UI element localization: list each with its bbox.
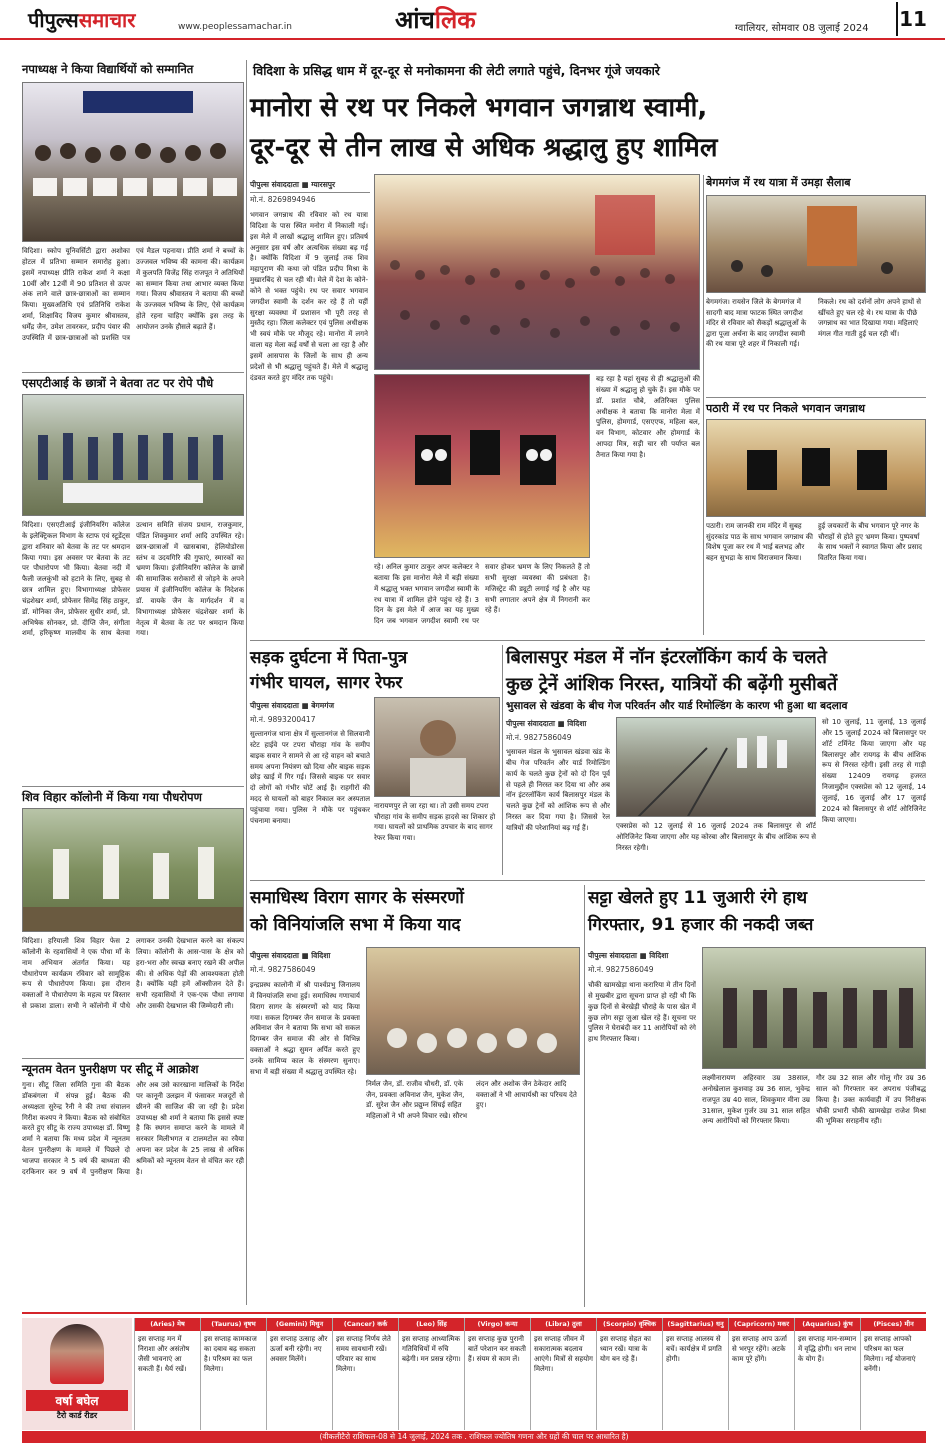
zodiac-sign-heading: (Sagittarius) धनु [663,1318,728,1331]
pathari-headline: पठारी में रथ पर निकले भगवान जगन्नाथ [706,397,926,416]
sabha-illustration [367,948,580,1075]
satta-story [588,885,926,1307]
satta-headline-line1: सट्टा खेलते हुए 11 जुआरी रंगे हाथ [588,888,808,908]
horoscope-footer: (वीकलीटैरो राशिफल-08 से 14 जुलाई, 2024 तक . राशिफल ज्योतिष गणना और ग्रहों की चाल पर आधारित है) [22,1431,926,1443]
accident-headline-line1: सड़क दुर्घटना में पिता-पुत्र [250,648,408,668]
zodiac-sign-text: इस सप्ताह आप ऊर्जा से भरपूर रहेंगे। अटके काम पूरे होंगे। [732,1335,787,1364]
zodiac-sign [596,1318,662,1430]
begamganj-rath-photo [706,195,926,293]
reader-name: वर्षा बघेल [26,1390,128,1411]
zodiac-sign [134,1318,200,1430]
riverbank-planting-photo [22,394,244,516]
pathari-deity-photo [706,419,926,517]
zodiac-sign-heading: (Virgo) कन्या [465,1318,530,1331]
satta-body-2: लक्ष्मीनारायण अहिरवार उम्र 38साल, अनोखेलाल कुशवाह उम्र 36 साल, भुवेन्द्र राजपूत उम्र 40 साल, शिवकुमार मीना उम्र 31साल, मुकेश गुर्जर उम्र 31 साल सहित अन्य आरोपियों को गिरफ्तार किया। [702,1074,810,1126]
zodiac-sign-heading: (Libra) तुला [531,1318,596,1331]
section-part1: आंच [395,6,435,34]
brand-part1: पीपुल्स [28,8,79,32]
reader-title: टैरो कार्ड रीडर [56,1411,98,1420]
satta-byline: पीपुल्स संवाददाता ■ विदिशा [588,951,669,960]
main-kicker: विदिशा के प्रसिद्ध धाम में दूर-दूर से मनोकामना की लेटी लगाते पहुंचे, दिनभर गूंजे जयकारे [253,63,660,78]
zodiac-sign-heading: (Pisces) मीन [861,1318,926,1331]
main-body-col2: रहे। अनिल कुमार ठाकुर अपर कलेक्टर ने बताया कि इस मानोरा मेले में बड़ी संख्या में श्रद्धालु भक्त भगवान जगदीश स्वामी के रथ यात्रा में शामिल होने पहुंच रहे हैं। 3 दिन के इस मेले में आज का यह मुख्य दिन जब भगवान जगदीश स्वामी रथ पर सवार होकर भ्रमण के लिए निकलते हैं तो सभी सुरक्षा व्यवस्था की प्रबंधता है। मजिस्ट्रेट की ड्यूटी लगाई गई है और यह सभी लगातार अपने क्षेत्र में निगरानी कर रहे हैं। [374,563,590,626]
zodiac-sign-text: इस सप्ताह मान-सम्मान में वृद्धि होगी। धन लाभ के योग हैं। [798,1335,857,1364]
zodiac-sign-heading: (Gemini) मिथुन [267,1318,332,1331]
story4-headline: न्यूनतम वेतन पुनरीक्षण पर सीटू में आक्रोश [22,1058,244,1077]
zodiac-sign [794,1318,860,1430]
zodiac-sign-text: इस सप्ताह जीवन में सकारात्मक बदलाव आएंगे। मित्रों से सहयोग मिलेगा। [534,1335,593,1374]
bilaspur-body-3: एक्सप्रेस को 12 जुलाई से 16 जुलाई 2024 तक बिलासपुर से शॉर्ट ओरिजिनेट किया जाएगा और यह कोरबा और बिलासपुर के बीच आंशिक रूप से निरस्त रहेगी। [616,822,816,852]
pathari-deity-illustration [707,420,926,517]
begamganj-headline: बेगमगंज में रथ यात्रा में उमड़ा सैलाब [706,176,851,189]
injured-man-illustration [375,698,500,797]
accident-headline-line2: गंभीर घायल, सागर रेफर [250,673,403,693]
railway-track-photo [616,717,816,817]
zodiac-sign [200,1318,266,1430]
center-right-rule [703,175,704,635]
virag-headline-line2: को विनियांजलि सभा में किया याद [250,915,461,935]
colony-planting-illustration [23,809,244,932]
zodiac-sign-heading: (Leo) सिंह [399,1318,464,1331]
accident-caption: नारायणपुर ले जा रहा था। तो उसी समय टपरा चौराहा गांव के समीप सड़क हादसे का शिकार हो गया। घायलों को प्राथमिक उपचार के बाद सागर रेफर किया गया। [374,802,496,842]
dateline: ग्वालियर, सोमवार 08 जुलाई 2024 [735,23,869,34]
virag-story [250,885,580,1307]
railway-track-illustration [617,718,816,817]
begamganj-caption-b: निकले। रथ को दर्शनों लोग अपने हाथों से खींचते हुए चल रहे थे। रथ यात्रा के पीछे जगन्नाथ का भात दिखाया गया। महिलाएं मंगल गीत गाती हुई चल रही थीं। [818,298,922,338]
zodiac-sign [530,1318,596,1430]
zodiac-sign-heading: (Scorpio) वृश्चिक [597,1318,662,1331]
accident-body: सुल्तानगंज थाना क्षेत्र में सुल्तानगंज से सिलवानी स्टेट हाईवे पर टपरा चौराहा गांव के समीप बाइक सवार ने सामने से आ रहे वाहन को बचाते समय अपना नियंत्रण खो दिया और बाइक सड़क छोड़ खाई में गिर गई। जिससे बाइक पर सवार दो लोगों को गंभीर चोटें आई हैं। राहगीरों की मदद से घायलों को बाहर निकाल कर अस्पताल पहुंचाया गया। पुलिस ने मौके पर पहुंचकर पंचनामा बनाया। [250,730,370,825]
bilaspur-headline-line1: बिलासपुर मंडल में नॉन इंटरलॉकिंग कार्य के चलते [506,647,827,668]
story4-body: गुना। सीटू जिला समिति गुना की बैठक डॉकबंगला में संपन्न हुई। बैठक की अध्यक्षता सुरेन्द्र रैनी ने की तथा संचालन गिरीश कश्यप ने किया। बैठक को संबोधित करते हुए सीटू के राज्य उपाध्यक्ष डॉ. विष्णु शर्मा ने बताया कि मध्य प्रदेश में न्यूनतम वेतन पुनरीक्षण के मामले में पिछले दो भाजपा सरकार ने 5 वर्ष की बाध्यता की दरकिनार कर 9 वर्ष में पुनरीक्षण किया और अब उसे कारखाना मालिकों के निर्देश पर कानूनी उलझन में फंसाकर मजदूरों से छीनने की साजिश की जा रही है। प्रदेश उपाध्यक्ष श्री शर्मा ने बताया कि इससे स्पष्ट है कि स्थगन समाप्त करने के मामले में सरकार मिलीभगत व टालमटोल का रवैया अपना कर प्रदेश के 25 लाख से अधिक श्रमिकों को न्यूनतम वेतन से वंचित कर रही है। [22,1081,244,1176]
bilaspur-byline: पीपुल्स संवाददाता ■ विदिशा [506,719,587,728]
horizontal-rule-2 [250,880,925,881]
vinayanjali-sabha-photo [366,947,580,1075]
main-body-col3: बड़ रहा है यहां सुबह से ही श्रद्धालुओं की संख्या में श्रद्धालु हो चुके हैं। इस मौके पर डॉ. प्रशांत चौबे, अतिरिक्त पुलिस अधीक्षक ने बताया कि मानोरा मेला में पुलिस, होमगार्ड, एसएएफ, महिला बल, वन विभाग, कोटवार और होमगार्ड के आपदा मित्र, सड़ी चार सी पर्याप्त बल तैनात किया गया है। [596,375,700,459]
zodiac-sign-heading: (Capricorn) मकर [729,1318,794,1331]
virag-body: इन्द्रप्रस्थ कालोनी में श्री पार्श्वप्रभु जिनालय में विनयांजलि सभा हुई। समाधिस्थ गणाचार्य विराग सागर के संस्मरणों को याद किया गया। सकल दिगम्बर जैन समाज के प्रवक्ता अविनाश जैन ने बताया कि सभा को सकल दिगम्बर जैन समाज की ओर से विभिन्न वक्ताओं ने श्रद्धा सुमन अर्पित करते हुए उनके सामिप्य काल के संस्मरण सुनाए। सभा में बड़ी संख्या में श्रद्धालु उपस्थित रहे। [250,981,360,1076]
accident-rule [502,645,503,875]
satta-body-1: चौकी खामखेड़ा थाना करारिया मे तीन दिनों से मुखबीर द्वारा सूचना प्राप्त हो रही थी कि कुछ दिनों से बेरखेड़ी चौराहे के पास खेत में कुछ लोग सट्टा जुआ खेल रहे हैं। सूचना पर पुलिस ने घेराबंदी कर 11 आरोपियों को रंगे हाथ गिरफ्तार किया। [588,981,696,1044]
main-mobile: मो.नं. 8269894946 [250,195,316,204]
zodiac-sign-text: इस सप्ताह उत्साह और ऊर्जा बनी रहेगी। नए अवसर मिलेंगे। [270,1335,328,1364]
main-body-col1: भगवान जगन्नाथ की रविवार को रथ यात्रा विदिशा के पास स्थित मनोरा में निकाली गई। इस मेले में लाखों श्रद्धालु शामिल हुए। प्रतिवर्ष अनुसार इस वर्ष और अत्यधिक संख्या बढ़ गई है। क्योंकि विदिशा में 9 जुलाई तक शिव महापुराण की कथा जो पंडित प्रदीप मिश्रा के मुखारबिंद से चल रही थी। मेले में देश के कोने-कोने से भक्त पहुंचे। रथ पर सवार भगवान जगदीश स्वामी के दर्शन कर रहे हैं तो यहीं सुरक्षा व्यवस्था में प्रशासन भी पूरी तरह से मुस्तैद रहा। जिला कलेक्टर एवं पुलिस अधीक्षक भी स्वयं मौके पर मौजूद रहे। मानोरा में लगने वाला यह मेला कई वर्षों से चला आ रहा है और इसमें आसपास के जिलों के साथ ही अन्य प्रदेशों से भी श्रद्धालु पहुंचते हैं। मेले में श्रद्धालु दंडवत करते हुए मंदिर तक पहुंचे। [250,211,368,382]
left-column-rule [246,60,247,1305]
site-url: www.peoplessamachar.in [178,22,292,32]
pathari-caption-a: पठारी। राम जानकी राम मंदिर में सुबह सुंदरकांड पाठ के साथ भगवान जगन्नाथ की विशेष पूजा कर रथ में भाई बलभद्र और बहन सुभद्रा के साथ विराजमान किया। [706,522,813,562]
zodiac-sign-heading: (Cancer) कर्क [333,1318,398,1331]
deity-idols-photo [374,374,590,558]
section-name [395,3,476,36]
pathari-caption-b: हुई जयकारों के बीच भगवान पूरे नगर के चौराहों से होते हुए भ्रमण किया। पुष्पवर्षा के साथ भक्तों ने स्वागत किया और प्रसाद वितरित किया गया। [818,522,923,562]
zodiac-sign [464,1318,530,1430]
zodiac-sign [398,1318,464,1430]
bilaspur-headline-line2: कुछ ट्रेनें आंशिक निरस्त, यात्रियों की बढ़ेंगी मुसीबतें [506,674,838,695]
satta-body-3: गौर उम्र 32 साल और गोलू गौर उम्र 36 साल को गिरफ्तार कर अपराध पंजीबद्ध किया है। उक्त कार्यवाही में उप निरीक्षक चौकी प्रभारी चौकी खामखेड़ा राजेश मिश्रा की भूमिका सराहनीय रही। [816,1074,926,1126]
deity-idols-illustration [375,375,590,558]
rath-yatra-crowd-photo [374,174,700,370]
right-top-stories [706,175,926,635]
zodiac-sign [266,1318,332,1430]
left-column [22,60,244,1305]
zodiac-sign-text: इस सप्ताह मन में निराशा और असंतोष जैसी भावनाएं आ सकती हैं। धैर्य रखें। [138,1335,190,1374]
zodiac-sign [860,1318,926,1430]
brand-part2: समाचार [78,8,136,32]
bilaspur-mobile: मो.नं. 9827586049 [506,733,572,742]
zodiac-sign-text: इस सप्ताह कुछ पुरानी बातें परेशान कर सकती हैं। संयम से काम लें। [468,1335,526,1364]
satta-headline-line2: गिरफ्तार, 91 हजार की नकदी जब्त [588,915,814,935]
zodiac-sign-text: इस सप्ताह सेहत का ध्यान रखें। यात्रा के योग बन रहे हैं। [600,1335,651,1364]
zodiac-sign-text: इस सप्ताह आध्यात्मिक गतिविधियों में रुचि बढ़ेगी। मन प्रसन्न रहेगा। [402,1335,461,1364]
bilaspur-body-2: सो 10 जुलाई, 11 जुलाई, 13 जुलाई और 15 जुलाई 2024 को बिलासपुर पर शॉर्ट टर्मिनेट किया जाएगा और यह बिलासपुर और रायगढ़ के बीच आंशिक रूप से निरस्त रहेगी। इसी तरह से गाड़ी संख्या 12409 रायगढ़ हजरत निजामुद्दीन एक्सप्रेस को 12 जुलाई, 14 जुलाई, 16 जुलाई और 17 जुलाई 2024 को बिलासपुर से शॉर्ट ओरिजिनेट किया जाएगा। [822,718,926,824]
story3-headline: शिव विहार कॉलोनी में किया गया पौधरोपण [22,786,244,805]
crowd-illustration [375,175,700,370]
riverbank-illustration [23,395,244,516]
bilaspur-body-1: भुसावल मंडल के भुसावल खंडवा खंड के बीच गेज परिवर्तन और यार्ड रिमोल्डिंग कार्य के चलते कुछ ट्रेनों को दो दिन पूर्व से पहले ही निरस्त कर दिया था और अब नॉन इंटरलॉकिंग कार्य बिलासपुर मंडल के चलते कुछ ट्रेनों को आंशिक रूप से और निरस्त कर दिया गया है। जिससे रेल यात्रियों की परेशानियां बढ़ गई हैं। [506,748,610,832]
main-byline: पीपुल्स संवाददाता ■ ग्यारसपुर [250,180,370,193]
story1-headline: नपाध्यक्ष ने किया विद्यार्थियों को सम्मानित [22,62,194,76]
horoscope-reader [22,1318,132,1430]
reader-avatar [50,1324,104,1384]
main-headline-line2: दूर-दूर से तीन लाख से अधिक श्रद्धालु हुए शामिल [250,133,718,163]
zodiac-sign-text: इस सप्ताह कामकाज का दबाव बढ़ सकता है। परिश्रम का फल मिलेगा। [204,1335,257,1374]
story2-headline: एसएटीआई के छात्रों ने बेतवा तट पर रोपे पौधे [22,372,244,391]
zodiac-sign-text: इस सप्ताह निर्णय लेते समय सावधानी रखें। परिवार का साथ मिलेगा। [336,1335,391,1374]
virag-rule [584,885,585,1307]
zodiac-sign-heading: (Taurus) वृषभ [201,1318,266,1331]
virag-mobile: मो.नं. 9827586049 [250,965,316,974]
award-ceremony-illustration [23,83,244,242]
zodiac-sign-text: इस सप्ताह आपको परिश्रम का फल मिलेगा। नई योजनाएं बनेंगी। [864,1335,916,1374]
horizontal-rule-1 [250,640,925,641]
zodiac-sign-heading: (Aquarius) कुंभ [795,1318,860,1331]
accident-byline: पीपुल्स संवाददाता ■ बेगमगंज [250,701,335,710]
story3-body: विदिशा। हरियाली शिव विहार फेस 2 कॉलोनी के रहवासियों ने एक पौधा माँ के नाम अभियान अंतर्गत किया। यह पौधारोपण कार्यक्रम रविवार को सामूहिक रूप से पौधारोपण किया। इस दौरान वक्ताओं ने पौधारोपण के महत्व पर विस्तार से प्रकाश डाला। सभी ने कॉलोनी में पौधे लगाकर उनकी देखभाल करने का संकल्प लिया। कॉलोनी के आस-पास के क्षेत्र को हरा-भरा और स्वच्छ बनाए रखने की अपील की। से अधिक पेड़ों की आवश्यकता होती है। क्योंकि यही हमें ऑक्सीजन देते हैं। सभी रहवासियों ने एक-एक पौधा लगाया और उसकी देखभाल की जिम्मेदारी ली। [22,937,244,1011]
section-part2: लिक [434,6,476,34]
zodiac-sign [332,1318,398,1430]
zodiac-sign-text: इस सप्ताह आलस्य से बचें। कार्यक्षेत्र में प्रगति होगी। [666,1335,722,1364]
bilaspur-story [506,645,926,875]
brand-logo [28,6,135,33]
accident-mobile: मो.नं. 9893200417 [250,715,316,724]
satta-mobile: मो.नं. 9827586049 [588,965,654,974]
virag-headline-line1: समाधिस्थ विराग सागर के संस्मरणों [250,888,464,908]
arrested-gamblers-photo [702,947,926,1069]
begamganj-rath-illustration [707,196,926,293]
masthead [0,0,945,40]
page-number: 11 [896,2,928,36]
arrested-gamblers-illustration [703,948,926,1069]
award-ceremony-photo [22,82,244,242]
story2-body: विदिशा। एसएटीआई इंजीनियरिंग कॉलेज के इलेक्ट्रिकल विभाग के स्टाफ एवं स्टूडेंट्स द्वारा शनिवार को बेतवा के तट पर श्रमदान किया गया। इस अवसर पर बेतवा के तट पर पौधारोपण भी किया। बेतवा नदी में फैली जलकुंभी को हटाने के लिए, सुबह से छात्र शामिल हुए। विभागाध्यक्ष प्रोफेसर चंद्रशेखर शर्मा, प्रोफेसर सिमेंद्र सिंह ठाकुर, डॉ. मोनिका जैन, प्रोफेसर सुधीर शर्मा, प्रो. अभिषेक सोनकर, प्रो. दीप्ति जैन, संगीता शर्मा, हरिकृष्ण मालवीय के साथ बेतवा उत्थान समिति संजय प्रधान, राजकुमार, पंडित शिवकुमार शर्मा आदि उपस्थित रहे। छात्र-छात्राओं में खासबाबा, हेलियोडोरस स्तंभ व उदयगिरि की गुफाएं, स्मारकों का भ्रमण किया। इंजीनियरिंग कॉलेज के छात्रों की सामाजिक सरोकारों से जोड़ने के अपने प्रयास में इंजीनियरिंग कॉलेज के निदेशक डॉ. वायके जैन के मार्गदर्शन में व विभागाध्यक्ष प्रोफेसर चंद्रशेखर शर्मा के नेतृत्व में बेतवा के तट पर श्रमदान किया गया। [22,521,244,638]
virag-caption: निर्मल जैन, डॉ. राजीव चौधरी, डॉ. एके जैन, प्रवक्ता अविनाश जैन, मुकेश जैन, डॉ. सुरेश जैन और प्रद्युम्न सिंघई सहित महिलाओं ने भी अपने विचार रखे। सौरभ लंदन और अशोक जैन ठेकेदार आदि वक्ताओं ने भी आचार्यश्री का परिचय देते हुए। [366,1080,577,1120]
accident-story [250,645,500,875]
main-headline-line1: मानोरा से रथ पर निकले भगवान जगन्नाथ स्वामी, [250,93,708,123]
zodiac-sign [662,1318,728,1430]
injured-man-photo [374,697,500,797]
zodiac-sign-heading: (Aries) मेष [135,1318,200,1331]
virag-byline: पीपुल्स संवाददाता ■ विदिशा [250,951,331,960]
colony-planting-photo [22,808,244,932]
bilaspur-kicker: भुसावल से खंडवा के बीच गेज परिवर्तन और यार्ड रिमोल्डिंग के कारण भी हुआ था बदलाव [506,700,848,712]
story1-body: विदिशा। स्कोप यूनिवर्सिटी द्वारा अशोका होटल में प्रतिभा सम्मान समारोह हुआ। इसमें नपाध्यक्ष प्रीति राकेश शर्मा ने कक्षा 10वीं और 12वीं में 90 प्रतिशत से ऊपर अंक लाने वाले छात्र-छात्राओं का सम्मान किया। मुख्यअतिथि एवं प्रतिनिधि राकेश शर्मा, शिक्षाविद विजय कुमार श्रीवास्तव, धर्मेंद्र जैन, उमेश तावरकर, प्रदीप पंवार की उपस्थिति में छात्र-छात्राओं को प्रशस्ति पत्र एवं मैडल पहनाया। प्रीति शर्मा ने बच्चों के उज्जवल भविष्य की कामना की। कार्यक्रम में कुलपति विजेंद्र सिंह राजपूत ने अतिथियों का सम्मान किया तथा आभार व्यक्त किया गया। विजय श्रीवास्तव ने बताया की बच्चों के उज्जवल भविष्य के लिए, ऐसे कार्यक्रम होते रहना चाहिए क्योंकि इस तरह के आयोजन उनके हौसले बढ़ाते हैं। [22,247,244,342]
zodiac-sign [728,1318,794,1430]
begamganj-caption-a: बेगमगंज। रायसेन जिले के बेगमगंज में सादगी बाद मात्रा फाटक स्थित जगदीश मंदिर से रविवार को सैकड़ों श्रद्धालुओं के द्वारा पूजा अर्चना के बाद जगदीश स्वामी की रथ यात्रा पूरे शहर में निकाली गई। [706,298,807,348]
